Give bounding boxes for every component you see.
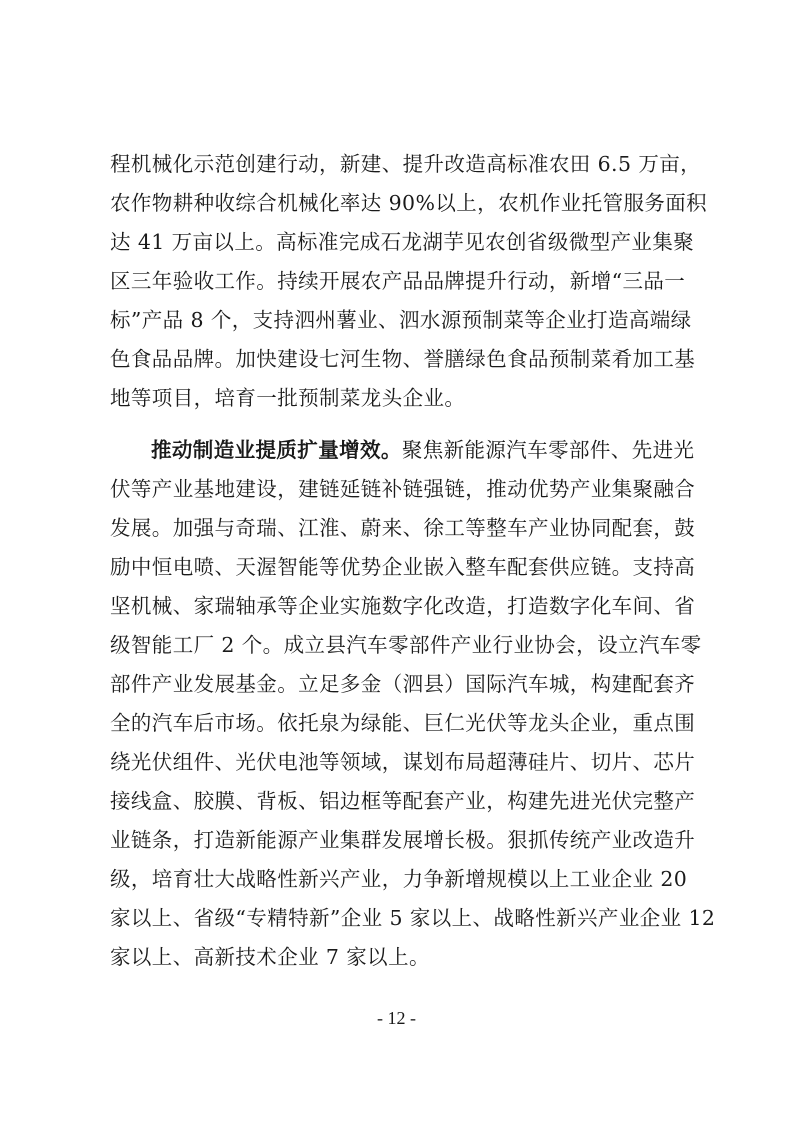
paragraph-first-line bbox=[110, 431, 695, 470]
paragraph-gap bbox=[110, 418, 690, 431]
paragraph-manufacturing bbox=[110, 431, 716, 977]
text-line: 级，培育壮大战略性新兴产业，力争新增规模以上工业企业 20 bbox=[110, 867, 688, 891]
text-line: 色食品品牌。加快建设七河生物、誉膳绿色食品预制菜肴加工基 bbox=[110, 347, 696, 371]
page-number: - 12 - bbox=[377, 1008, 416, 1028]
text-line: 达 41 万亩以上。高标准完成石龙湖芋见农创省级微型产业集聚 bbox=[110, 230, 695, 254]
text-line: 全的汽车后市场。依托泉为绿能、巨仁光伏等龙头企业，重点围 bbox=[110, 711, 696, 735]
paragraph-agriculture bbox=[110, 145, 708, 418]
text-line: 部件产业发展基金。立足多金（泗县）国际汽车城，构建配套齐 bbox=[110, 672, 696, 696]
section-heading: 推动制造业提质扩量增效。 bbox=[151, 438, 402, 462]
text-line: 农作物耕种收综合机械化率达 90%以上，农机作业托管服务面积 bbox=[110, 191, 708, 215]
text-line: 标”产品 8 个，支持泗州薯业、泗水源预制菜等企业打造高端绿 bbox=[110, 308, 692, 332]
text-line: 坚机械、家瑞轴承等企业实施数字化改造，打造数字化车间、省 bbox=[110, 594, 696, 618]
text-line: 接线盒、胶膜、背板、铝边框等配套产业，构建先进光伏完整产 bbox=[110, 789, 696, 813]
text-line: 地等项目，培育一批预制菜龙头企业。 bbox=[110, 386, 466, 410]
heading-continuation: 聚焦新能源汽车零部件、先进光 bbox=[401, 438, 695, 462]
text-line: 发展。加强与奇瑞、江淮、蔚来、徐工等整车产业协同配套，鼓 bbox=[110, 516, 696, 540]
text-line: 励中恒电喷、天渥智能等优势企业嵌入整车配套供应链。支持高 bbox=[110, 555, 696, 579]
text-line: 绕光伏组件、光伏电池等领域，谋划布局超薄硅片、切片、芯片 bbox=[110, 750, 696, 774]
text-line: 区三年验收工作。持续开展农产品品牌提升行动，新增“三品一 bbox=[110, 269, 686, 293]
document-body bbox=[110, 145, 716, 977]
text-line: 家以上、高新技术企业 7 家以上。 bbox=[110, 945, 430, 969]
text-line: 业链条，打造新能源产业集群发展增长极。狠抓传统产业改造升 bbox=[110, 828, 696, 852]
text-line: 伏等产业基地建设，建链延链补链强链，推动优势产业集聚融合 bbox=[110, 477, 696, 501]
text-line: 家以上、省级“专精特新”企业 5 家以上、战略性新兴产业企业 12 bbox=[110, 906, 716, 930]
text-line: 程机械化示范创建行动，新建、提升改造高标准农田 6.5 万亩， bbox=[110, 152, 702, 176]
text-line: 级智能工厂 2 个。成立县汽车零部件产业行业协会，设立汽车零 bbox=[110, 633, 702, 657]
